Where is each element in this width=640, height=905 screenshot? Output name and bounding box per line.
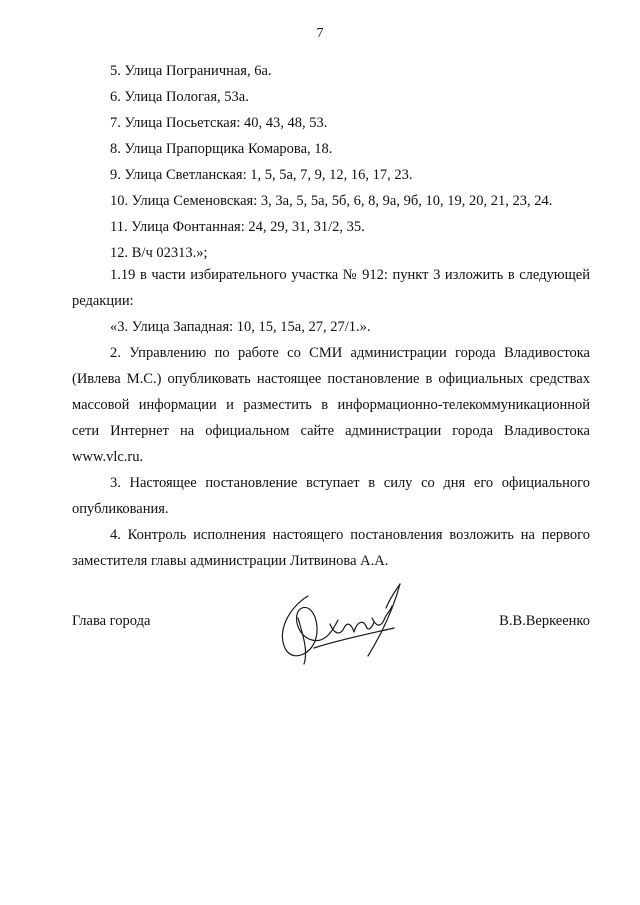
list-item: 8. Улица Прапорщика Комарова, 18.	[110, 141, 333, 157]
signatory-name: В.В.Веркеенко	[499, 613, 590, 629]
list-item: 12. В/ч 02313.»;	[110, 245, 208, 261]
list-item: 11. Улица Фонтанная: 24, 29, 31, 31/2, 35.	[110, 219, 365, 235]
list-item: 6. Улица Пологая, 53а.	[110, 89, 249, 105]
signatory-position: Глава города	[72, 613, 151, 629]
list-item: 5. Улица Пограничная, 6а.	[110, 63, 272, 79]
paragraph-1-19-quote: «3. Улица Западная: 10, 15, 15а, 27, 27/1.».	[110, 319, 371, 335]
paragraph-2: 2. Управлению по работе со СМИ администрации города Владивостока (Ивлева М.С.) опубликовать настоящее постановление в официальных средствах массовой информации и разместить в информационно-телекоммуникационной сети Интернет на официальном сайте администрации города Владивостока www.vlc.ru.	[72, 345, 590, 465]
paragraph-3: 3. Настоящее постановление вступает в силу со дня его официального опубликования.	[72, 475, 590, 517]
signature-block	[72, 613, 590, 633]
paragraph-4: 4. Контроль исполнения настоящего постановления возложить на первого заместителя главы администрации Литвинова А.А.	[72, 527, 590, 569]
page-number: 7	[316, 26, 324, 41]
list-item: 7. Улица Посьетская: 40, 43, 48, 53.	[110, 115, 328, 131]
paragraph-1-19: 1.19 в части избирательного участка № 912: пункт 3 изложить в следующей редакции:	[72, 267, 590, 309]
list-item: 9. Улица Светланская: 1, 5, 5а, 7, 9, 12, 16, 17, 23.	[110, 167, 413, 183]
list-item: 10. Улица Семеновская: 3, 3а, 5, 5а, 5б, 6, 8, 9а, 9б, 10, 19, 20, 21, 23, 24.	[110, 193, 553, 209]
